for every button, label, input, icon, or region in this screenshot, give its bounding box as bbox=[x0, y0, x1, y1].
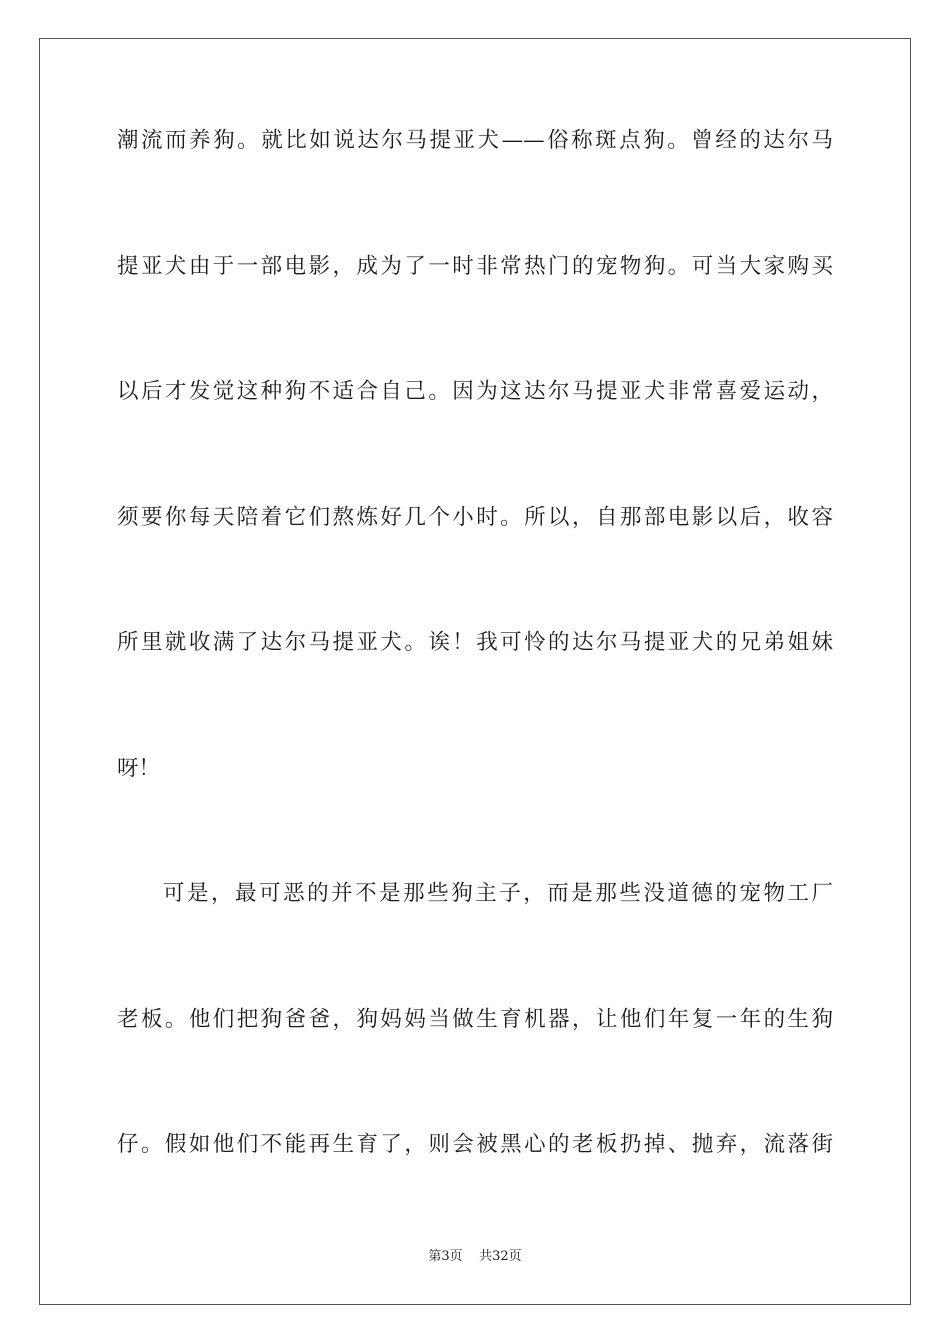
text-line: 所里就收满了达尔马提亚犬。诶！我可怜的达尔马提亚犬的兄弟姐妹 bbox=[117, 630, 833, 655]
text-line: 呀！ bbox=[117, 755, 161, 781]
text-line: 潮流而养狗。就比如说达尔马提亚犬——俗称斑点狗。曾经的达尔马 bbox=[117, 128, 833, 153]
text-line: 老板。他们把狗爸爸，狗妈妈当做生育机器，让他们年复一年的生狗 bbox=[117, 1006, 833, 1032]
text-line: 提亚犬由于一部电影，成为了一时非常热门的宠物狗。可当大家购买 bbox=[117, 253, 833, 279]
text-line: 仔。假如他们不能再生育了，则会被黑心的老板扔掉、抛弃，流落街 bbox=[117, 1132, 833, 1157]
text-line: 须要你每天陪着它们熬炼好几个小时。所以，自那部电影以后，收容 bbox=[117, 504, 833, 530]
document-body bbox=[117, 124, 833, 1254]
paragraph-first-line: 可是，最可恶的并不是那些狗主子，而是那些没道德的宠物工厂 bbox=[163, 881, 833, 906]
text-line: 以后才发觉这种狗不适合自己。因为这达尔马提亚犬非常喜爱运动， bbox=[117, 379, 833, 404]
page-number-footer: 第3页 共32页 bbox=[428, 1249, 522, 1264]
